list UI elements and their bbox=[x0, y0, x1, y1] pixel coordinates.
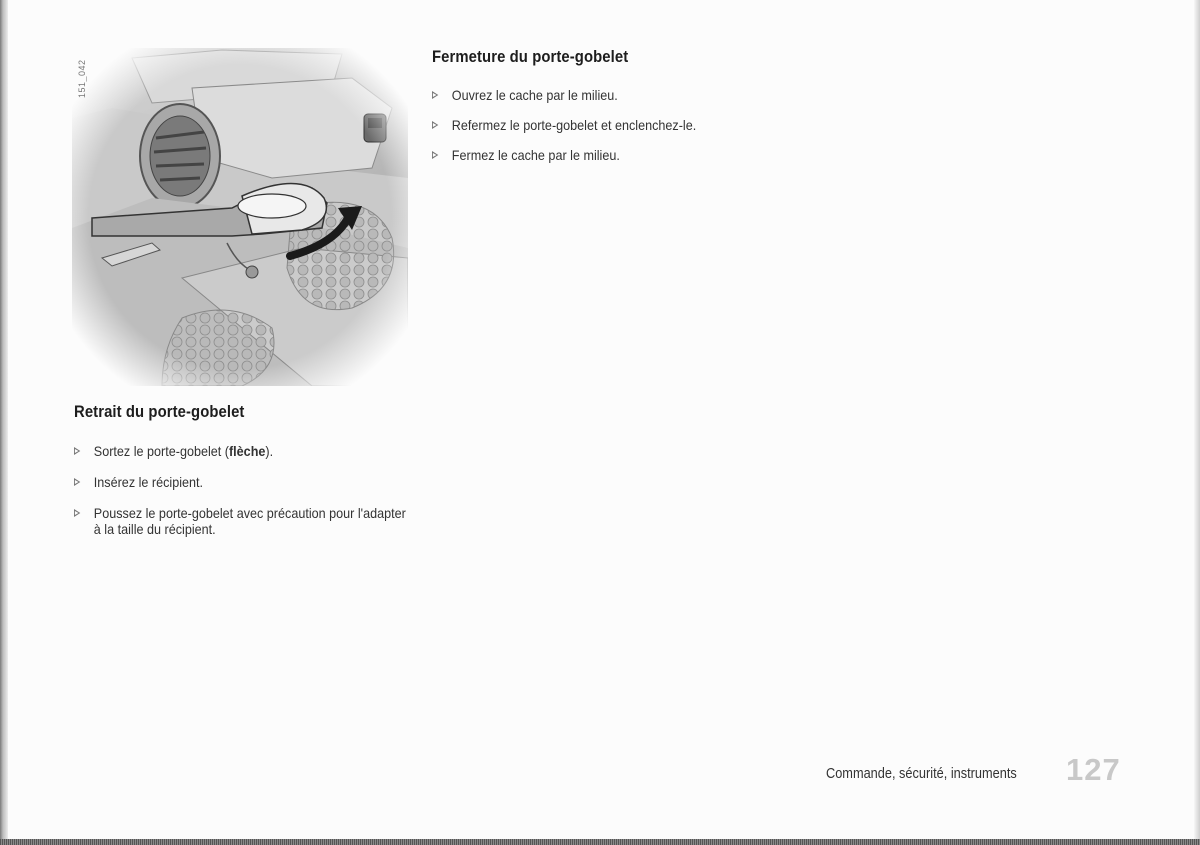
section-title-retrait: Retrait du porte-gobelet bbox=[74, 403, 245, 421]
triangle-bullet-icon bbox=[74, 447, 80, 455]
step-text: Ouvrez le cache par le milieu. bbox=[451, 87, 618, 103]
triangle-bullet-icon bbox=[74, 509, 80, 517]
step-text: Poussez le porte-gobelet avec précaution pour l'adapter à la taille du récipient. bbox=[93, 505, 406, 537]
steps-retrait bbox=[74, 443, 444, 552]
triangle-bullet-icon bbox=[432, 91, 438, 99]
step-item bbox=[432, 117, 810, 133]
step-text-end: ). bbox=[265, 443, 274, 459]
step-item bbox=[432, 147, 810, 163]
step-text: Insérez le récipient. bbox=[93, 474, 204, 490]
cup-holder-illustration bbox=[72, 48, 408, 386]
step-item bbox=[74, 505, 407, 537]
step-item bbox=[432, 87, 810, 103]
step-item bbox=[74, 474, 407, 490]
page-edge-bottom bbox=[0, 839, 1200, 845]
page-number: 127 bbox=[1066, 752, 1121, 787]
triangle-bullet-icon bbox=[432, 151, 438, 159]
steps-fermeture bbox=[432, 87, 852, 177]
triangle-bullet-icon bbox=[74, 478, 80, 486]
figure-code: 151_042 bbox=[77, 59, 87, 98]
step-item bbox=[74, 443, 407, 459]
page-edge-left bbox=[0, 0, 8, 845]
step-text: Fermez le cache par le milieu. bbox=[451, 147, 620, 163]
step-text: Sortez le porte-gobelet ( bbox=[93, 443, 229, 459]
footer-section-title: Commande, sécurité, instruments bbox=[826, 766, 1017, 782]
step-text: Refermez le porte-gobelet et enclenchez-le. bbox=[451, 117, 697, 133]
step-text-bold: flèche bbox=[228, 443, 266, 459]
triangle-bullet-icon bbox=[432, 121, 438, 129]
page-edge-right bbox=[1194, 0, 1200, 845]
section-title-fermeture: Fermeture du porte-gobelet bbox=[432, 48, 629, 66]
